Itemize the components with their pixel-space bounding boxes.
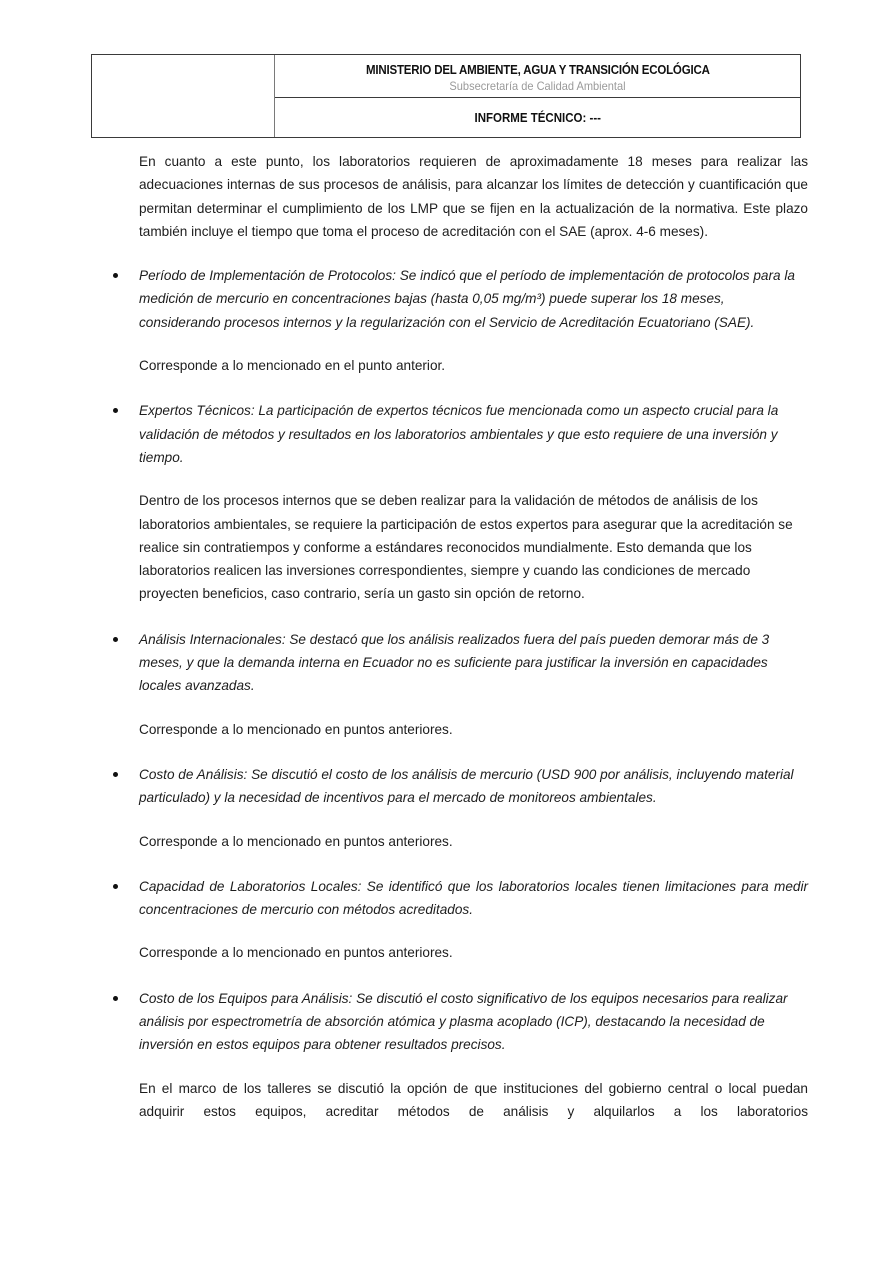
report-title: INFORME TÉCNICO: --- <box>474 110 601 125</box>
response-paragraph: Corresponde a lo mencionado en puntos anteriores. <box>139 945 453 961</box>
bullet-text: Expertos Técnicos: La participación de expertos técnicos fue mencionada como un aspecto crucial para la validación de métodos y resultados en los laboratorios ambientales y que esto requiere de una inversión y tiempo. <box>139 403 779 465</box>
bullet-item-costo-analisis <box>139 763 808 810</box>
bullet-icon <box>113 273 118 278</box>
intro-paragraph: En cuanto a este punto, los laboratorios requieren de aproximadamente 18 meses para realizar las adecuaciones internas de sus procesos de análisis, para alcanzar los límites de detección y cuantificación que permitan determinar el cumplimiento de los LMP que se fijen en la actualización de la normativa. Este plazo también incluye el tiempo que toma el proceso de acreditación con el SAE (aprox. 4-6 meses). <box>139 154 808 239</box>
logo-cell <box>92 55 275 137</box>
response-paragraph: Corresponde a lo mencionado en el punto anterior. <box>139 358 446 374</box>
subsecretaria-name: Subsecretaría de Calidad Ambiental <box>449 79 626 93</box>
bullet-item-capacidad-laboratorios <box>139 875 808 922</box>
bullet-icon <box>113 996 118 1001</box>
bullet-item-protocolos <box>139 264 808 334</box>
bullet-text: Costo de los Equipos para Análisis: Se discutió el costo significativo de los equipos necesarios para realizar análisis por espectrometría de absorción atómica y plasma acoplado (ICP), destacando la necesidad de inversión en estos equipos para obtener resultados precisos. <box>139 990 788 1053</box>
bullet-text: Análisis Internacionales: Se destacó que los análisis realizados fuera del país pueden demorar más de 3 meses, y que la demanda interna en Ecuador no es suficiente para justificar la inversión en capacidades locales avanzadas. <box>139 631 770 694</box>
ministry-name: MINISTERIO DEL AMBIENTE, AGUA Y TRANSICIÓN ECOLÓGICA <box>365 63 710 77</box>
bullet-item-costo-equipos <box>139 987 808 1057</box>
bullet-icon <box>113 772 118 777</box>
header-report <box>275 98 800 137</box>
bullet-text: Costo de Análisis: Se discutió el costo de los análisis de mercurio (USD 900 por análisis, incluyendo material particulado) y la necesidad de incentivos para el mercado de monitoreos ambientales. <box>139 766 794 806</box>
header-institution <box>275 55 800 98</box>
bullet-item-analisis-internacionales <box>139 628 808 698</box>
document-header-table <box>91 54 801 138</box>
bullet-text: Capacidad de Laboratorios Locales: Se identificó que los laboratorios locales tienen limitaciones para medir concentraciones de mercurio con métodos acreditados. <box>139 878 808 918</box>
header-info-cell <box>275 55 800 137</box>
response-paragraph: Corresponde a lo mencionado en puntos anteriores. <box>139 833 453 849</box>
bullet-icon <box>113 884 118 889</box>
bullet-text: Período de Implementación de Protocolos: Se indicó que el período de implementación de protocolos para la medición de mercurio en concentraciones bajas (hasta 0,05 mg/m³) puede superar los 18 meses, considerando procesos internos y la regularización con el Servicio de Acreditación Ecuatoriano (SAE). <box>139 268 795 330</box>
bullet-icon <box>113 408 118 413</box>
response-paragraph: En el marco de los talleres se discutió la opción de que instituciones del gobierno central o local puedan adquirir estos equipos, acreditar métodos de análisis y alquilarlos a los laboratorios <box>139 1080 808 1119</box>
response-paragraph: Dentro de los procesos internos que se deben realizar para la validación de métodos de análisis de los laboratorios ambientales, se requiere la participación de estos expertos para asegurar que la acreditación se realice sin contratiempos y conforme a estándares reconocidos mundialmente. Esto demanda que los laboratorios realicen las inversiones correspondientes, siempre y cuando las condiciones de mercado proyecten beneficios, caso contrario, sería un gasto sin opción de retorno. <box>139 493 793 602</box>
bullet-item-expertos <box>139 399 808 469</box>
bullet-icon <box>113 637 118 642</box>
response-paragraph: Corresponde a lo mencionado en puntos anteriores. <box>139 721 453 737</box>
document-body <box>139 150 808 1123</box>
